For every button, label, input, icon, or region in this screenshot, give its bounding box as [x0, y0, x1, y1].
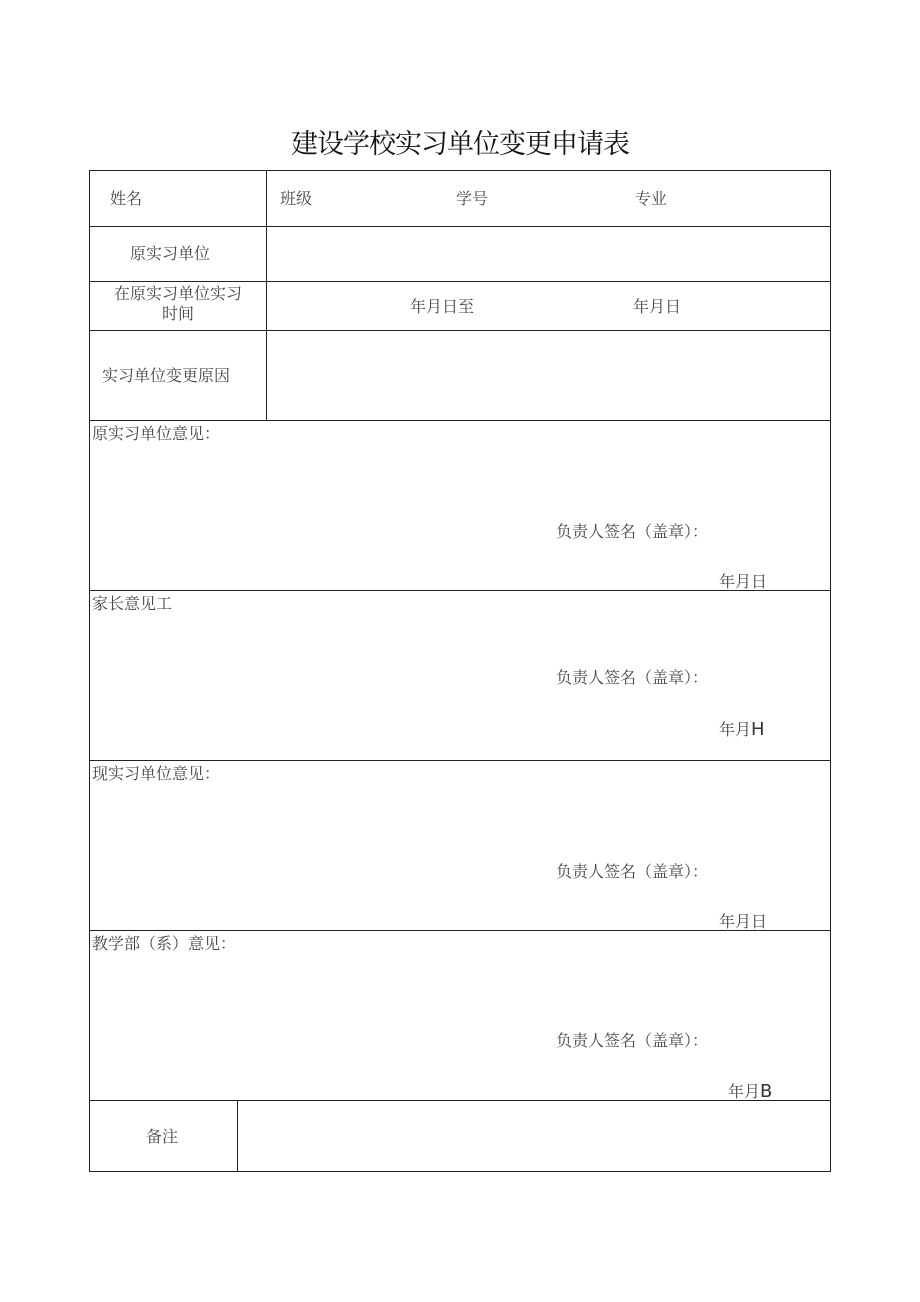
original-unit-label: 原实习单位 — [130, 244, 211, 263]
column-divider — [237, 1100, 238, 1172]
signature-label: 负责人签名（盖章）： — [556, 668, 709, 687]
remarks-label: 备注 — [146, 1127, 179, 1146]
signature-label: 负责人签名（盖章）： — [556, 522, 709, 541]
signature-label: 负责人签名（盖章）： — [556, 1031, 709, 1050]
original-unit-opinion-heading: 原实习单位意见： — [92, 424, 221, 443]
row-divider — [90, 1100, 830, 1101]
period-to-text: 年月日 — [633, 297, 682, 316]
major-label: 专业 — [635, 189, 668, 208]
row-divider — [90, 330, 830, 331]
period-from-text: 年月日至 — [410, 297, 475, 316]
row-divider — [90, 281, 830, 282]
column-divider — [266, 171, 267, 420]
parent-opinion-heading: 家长意见工 — [92, 594, 173, 613]
row-divider — [90, 420, 830, 421]
change-reason-label: 实习单位变更原因 — [102, 366, 231, 385]
date-label: 年月日 — [719, 572, 768, 591]
row-divider — [90, 226, 830, 227]
form-title: 建设学校实习单位变更申请表 — [291, 129, 629, 160]
department-opinion-heading: 教学部（系）意见： — [92, 934, 237, 953]
student-id-label: 学号 — [456, 189, 489, 208]
period-label: 在原实习单位实习 时间 — [113, 284, 242, 323]
class-label: 班级 — [280, 189, 313, 208]
signature-label: 负责人签名（盖章）： — [556, 862, 709, 881]
application-form-table — [89, 170, 831, 1172]
current-unit-opinion-heading: 现实习单位意见： — [92, 764, 221, 783]
date-label: 年月H — [719, 719, 765, 740]
row-divider — [90, 760, 830, 761]
date-label: 年月B — [728, 1081, 773, 1102]
date-label: 年月日 — [719, 912, 768, 931]
name-label: 姓名 — [110, 189, 143, 208]
